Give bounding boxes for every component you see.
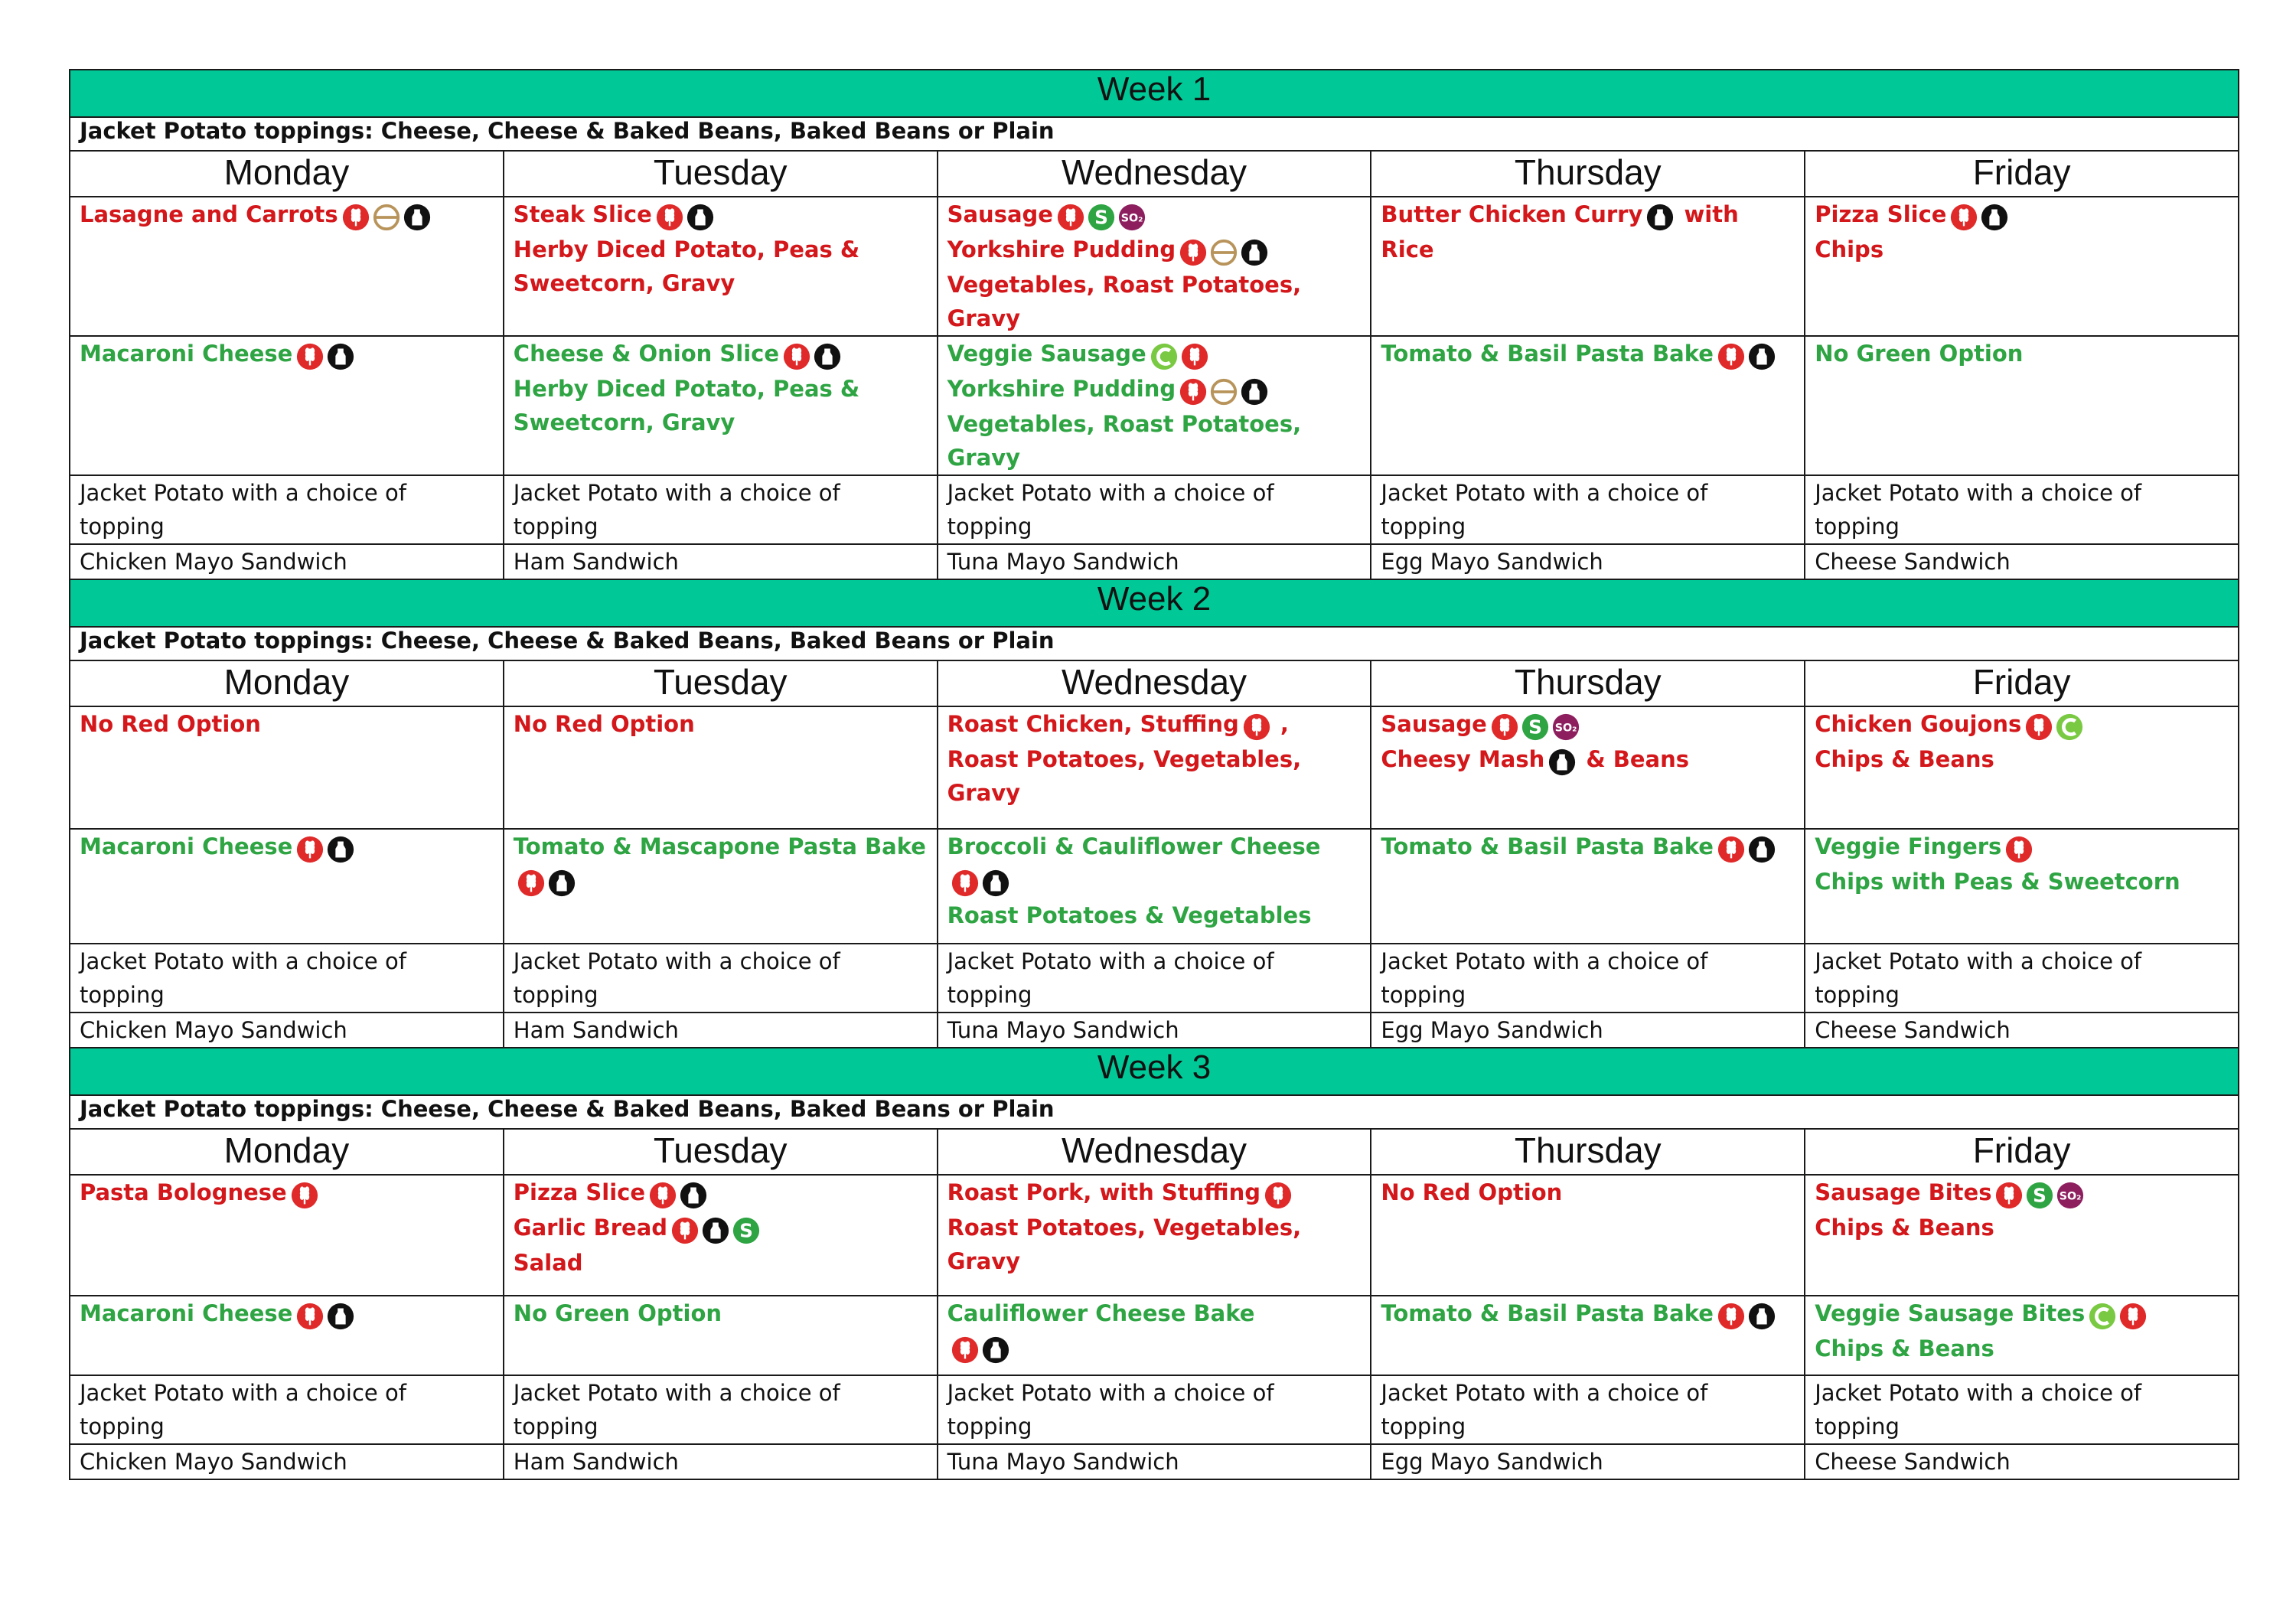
menu-item xyxy=(514,707,928,741)
dish-name: Broccoli & Cauliflower Cheese xyxy=(947,833,1321,859)
sandwich-cell: Tuna Mayo Sandwich xyxy=(938,544,1371,579)
menu-item xyxy=(1815,233,2229,266)
day-header-wednesday: Wednesday xyxy=(938,151,1371,197)
menu-item xyxy=(1815,1296,2229,1332)
toppings-row xyxy=(70,117,2239,151)
svg-text:S: S xyxy=(739,1219,753,1242)
dish-name: Tomato & Mascapone Pasta Bake xyxy=(513,833,926,859)
menu-item xyxy=(1381,742,1795,778)
sandwich-cell: Egg Mayo Sandwich xyxy=(1371,1444,1805,1479)
green-option-cell xyxy=(938,336,1371,475)
dish-name: Steak Slice xyxy=(513,201,652,227)
jacket-potato-cell: Jacket Potato with a choice of topping xyxy=(70,1375,504,1444)
wheat-icon xyxy=(2118,1302,2148,1331)
green-option-row xyxy=(70,336,2239,475)
dish-name: Roast Potatoes & Vegetables xyxy=(947,902,1312,928)
dish-name: Macaroni Cheese xyxy=(80,341,293,367)
red-option-row xyxy=(70,706,2239,829)
week-header-row xyxy=(70,70,2239,117)
menu-item xyxy=(514,233,928,300)
week-title: Week 2 xyxy=(70,579,2239,627)
wheat-icon xyxy=(1056,203,1085,232)
allergen-icons xyxy=(2088,1298,2149,1332)
sandwich-row xyxy=(70,1013,2239,1048)
dish-name: Yorkshire Pudding xyxy=(947,236,1176,263)
jacket-potato-cell: Jacket Potato with a choice of topping xyxy=(1371,475,1805,544)
day-header-tuesday: Tuesday xyxy=(504,660,938,706)
sandwich-cell: Tuna Mayo Sandwich xyxy=(938,1013,1371,1048)
allergen-icons xyxy=(1548,744,1578,778)
milk-icon xyxy=(679,1181,708,1210)
milk-icon xyxy=(813,342,842,371)
wheat-icon xyxy=(295,835,325,864)
milk-icon xyxy=(981,1335,1010,1365)
dish-name: Yorkshire Pudding xyxy=(947,376,1176,402)
milk-icon xyxy=(1548,748,1577,777)
red-option-cell xyxy=(504,706,938,829)
milk-icon xyxy=(1747,1302,1776,1331)
svg-text:SO₂: SO₂ xyxy=(1554,722,1577,735)
dish-name: Pasta Bolognese xyxy=(80,1179,287,1205)
red-option-cell xyxy=(504,1175,938,1296)
wheat-icon xyxy=(2004,835,2033,864)
allergen-icons xyxy=(1717,1298,1778,1332)
dish-suffix: & Beans xyxy=(1586,746,1690,772)
red-option-cell xyxy=(70,706,504,829)
dish-name: No Red Option xyxy=(1381,1179,1563,1205)
dish-name: Chips xyxy=(1815,236,1884,263)
celery-icon xyxy=(2088,1302,2117,1331)
milk-icon xyxy=(1645,203,1675,232)
red-option-row xyxy=(70,197,2239,336)
jacket-potato-cell: Jacket Potato with a choice of topping xyxy=(504,1375,938,1444)
day-header-tuesday: Tuesday xyxy=(504,151,938,197)
day-header-wednesday: Wednesday xyxy=(938,1129,1371,1175)
allergen-icons xyxy=(655,199,716,233)
svg-text:S: S xyxy=(2033,1184,2047,1207)
milk-icon xyxy=(326,342,355,371)
day-header-friday: Friday xyxy=(1805,151,2239,197)
wheat-icon xyxy=(951,869,980,898)
menu-item xyxy=(514,1246,928,1280)
allergen-icons xyxy=(2024,709,2086,742)
menu-item xyxy=(1815,707,2229,742)
allergen-icons xyxy=(1264,1177,1294,1211)
jacket-potato-cell: Jacket Potato with a choice of topping xyxy=(70,475,504,544)
egg-icon xyxy=(372,203,401,232)
sandwich-cell: Chicken Mayo Sandwich xyxy=(70,1444,504,1479)
red-option-cell xyxy=(1371,706,1805,829)
menu-item xyxy=(947,233,1362,268)
day-header-friday: Friday xyxy=(1805,660,2239,706)
svg-text:SO₂: SO₂ xyxy=(2060,1190,2082,1203)
green-option-cell xyxy=(1805,336,2239,475)
toppings-note: Jacket Potato toppings: Cheese, Cheese & Baked Beans, Baked Beans or Plain xyxy=(70,1095,2239,1129)
red-option-row xyxy=(70,1175,2239,1296)
menu-item xyxy=(947,1296,1362,1330)
week-title: Week 3 xyxy=(70,1048,2239,1095)
allergen-icons xyxy=(1717,831,1778,865)
menu-item xyxy=(947,1176,1362,1211)
dish-name: Chicken Goujons xyxy=(1815,711,2022,737)
green-option-cell xyxy=(1371,1296,1805,1375)
jacket-potato-cell: Jacket Potato with a choice of topping xyxy=(504,944,938,1013)
menu-item xyxy=(1381,1296,1795,1332)
menu-item xyxy=(1815,1332,2229,1365)
dish-name: Roast Chicken, Stuffing xyxy=(947,711,1239,737)
toppings-row xyxy=(70,1095,2239,1129)
soya-icon xyxy=(1521,713,1550,742)
dish-name: Vegetables, Roast Potatoes, Gravy xyxy=(947,411,1302,471)
day-header-friday: Friday xyxy=(1805,1129,2239,1175)
so2-icon xyxy=(2056,1181,2085,1210)
red-option-cell xyxy=(938,1175,1371,1296)
jacket-potato-cell: Jacket Potato with a choice of topping xyxy=(1371,944,1805,1013)
green-option-cell xyxy=(1371,336,1805,475)
menu-item xyxy=(1815,337,2229,370)
toppings-note: Jacket Potato toppings: Cheese, Cheese & Baked Beans, Baked Beans or Plain xyxy=(70,627,2239,660)
red-option-cell xyxy=(1805,706,2239,829)
lunch-menu-table xyxy=(69,69,2239,1480)
dish-name: Macaroni Cheese xyxy=(80,833,293,859)
dish-name: Roast Potatoes, Vegetables, Gravy xyxy=(947,1215,1302,1274)
wheat-icon xyxy=(1180,342,1209,371)
green-option-row xyxy=(70,829,2239,944)
menu-item xyxy=(1815,742,2229,776)
wheat-icon xyxy=(782,342,811,371)
allergen-icons xyxy=(295,831,357,865)
menu-item xyxy=(947,197,1362,233)
dish-suffix: with Rice xyxy=(1381,201,1739,263)
milk-icon xyxy=(547,869,576,898)
week-title: Week 1 xyxy=(70,70,2239,117)
milk-icon xyxy=(326,1302,355,1331)
green-option-cell xyxy=(938,1296,1371,1375)
egg-icon xyxy=(1209,377,1238,406)
sandwich-cell: Egg Mayo Sandwich xyxy=(1371,1013,1805,1048)
dish-name: No Red Option xyxy=(80,711,261,737)
milk-icon xyxy=(1240,238,1269,267)
allergen-icons xyxy=(295,338,357,372)
dish-name: No Green Option xyxy=(1815,341,2024,367)
svg-text:S: S xyxy=(1094,206,1108,229)
wheat-icon xyxy=(648,1181,677,1210)
allergen-icons xyxy=(1179,234,1270,268)
allergen-icons xyxy=(1717,338,1778,372)
wheat-icon xyxy=(2024,713,2053,742)
red-option-cell xyxy=(938,706,1371,829)
red-option-cell xyxy=(938,197,1371,336)
celery-icon xyxy=(2055,713,2084,742)
dish-name: Tomato & Basil Pasta Bake xyxy=(1381,341,1714,367)
dish-name: Chips with Peas & Sweetcorn xyxy=(1815,869,2180,895)
dish-name: Chips & Beans xyxy=(1815,746,1994,772)
sandwich-cell: Ham Sandwich xyxy=(504,544,938,579)
menu-item xyxy=(514,1176,928,1211)
sandwich-cell: Egg Mayo Sandwich xyxy=(1371,544,1805,579)
dish-name: Herby Diced Potato, Peas & Sweetcorn, Gravy xyxy=(513,236,860,296)
menu-item xyxy=(947,898,1362,932)
milk-icon xyxy=(1240,377,1269,406)
red-option-cell xyxy=(70,197,504,336)
menu-item xyxy=(1381,337,1795,372)
menu-item xyxy=(1381,197,1795,266)
menu-item xyxy=(514,337,928,372)
menu-item xyxy=(1381,830,1795,865)
soya-icon xyxy=(2025,1181,2054,1210)
menu-body xyxy=(70,70,2239,1479)
dish-name: Sausage xyxy=(1381,711,1487,737)
wheat-icon xyxy=(517,869,546,898)
dish-name: Pizza Slice xyxy=(513,1179,646,1205)
menu-item xyxy=(1815,830,2229,865)
green-option-row xyxy=(70,1296,2239,1375)
jacket-potato-cell: Jacket Potato with a choice of topping xyxy=(1371,1375,1805,1444)
menu-item xyxy=(947,830,1362,898)
menu-item xyxy=(80,1176,494,1211)
allergen-icons xyxy=(1056,199,1148,233)
menu-item xyxy=(514,863,928,898)
sandwich-cell: Chicken Mayo Sandwich xyxy=(70,544,504,579)
wheat-icon xyxy=(1994,1181,2024,1210)
day-header-thursday: Thursday xyxy=(1371,151,1805,197)
day-header-row xyxy=(70,151,2239,197)
jacket-potato-cell: Jacket Potato with a choice of topping xyxy=(1805,944,2239,1013)
green-option-cell xyxy=(938,829,1371,944)
day-header-thursday: Thursday xyxy=(1371,1129,1805,1175)
dish-name: Veggie Sausage Bites xyxy=(1815,1300,2086,1326)
allergen-icons xyxy=(670,1212,762,1246)
jacket-potato-row xyxy=(70,944,2239,1013)
menu-item xyxy=(514,1296,928,1330)
dish-name: No Green Option xyxy=(513,1300,722,1326)
dish-suffix: , Roast Potatoes, Vegetables, Gravy xyxy=(947,711,1302,806)
wheat-icon xyxy=(1490,713,1519,742)
dish-name: Vegetables, Roast Potatoes, Gravy xyxy=(947,272,1302,331)
toppings-note: Jacket Potato toppings: Cheese, Cheese & Baked Beans, Baked Beans or Plain xyxy=(70,117,2239,151)
green-option-cell xyxy=(1805,829,2239,944)
menu-item xyxy=(1381,707,1795,742)
green-option-cell xyxy=(504,829,938,944)
sandwich-cell: Cheese Sandwich xyxy=(1805,1013,2239,1048)
menu-item xyxy=(80,707,494,741)
egg-icon xyxy=(1209,238,1238,267)
sandwich-cell: Cheese Sandwich xyxy=(1805,544,2239,579)
allergen-icons xyxy=(1994,1177,2086,1211)
dish-name: Sausage xyxy=(947,201,1053,227)
dish-name: Macaroni Cheese xyxy=(80,1300,293,1326)
day-header-tuesday: Tuesday xyxy=(504,1129,938,1175)
allergen-icons xyxy=(295,1298,357,1332)
dish-name: Herby Diced Potato, Peas & Sweetcorn, Gravy xyxy=(513,376,860,435)
red-option-cell xyxy=(1371,1175,1805,1296)
wheat-icon xyxy=(341,203,370,232)
wheat-icon xyxy=(655,203,684,232)
so2-icon xyxy=(1551,713,1580,742)
week-header-row xyxy=(70,579,2239,627)
menu-item xyxy=(947,407,1362,474)
jacket-potato-cell: Jacket Potato with a choice of topping xyxy=(938,475,1371,544)
green-option-cell xyxy=(1371,829,1805,944)
menu-item xyxy=(947,337,1362,372)
sandwich-cell: Ham Sandwich xyxy=(504,1013,938,1048)
red-option-cell xyxy=(70,1175,504,1296)
dish-name: Veggie Fingers xyxy=(1815,833,2002,859)
menu-item xyxy=(80,197,494,233)
dish-name: Roast Pork, with Stuffing xyxy=(947,1179,1261,1205)
jacket-potato-cell: Jacket Potato with a choice of topping xyxy=(70,944,504,1013)
allergen-icons xyxy=(1949,199,2011,233)
menu-item xyxy=(1815,865,2229,898)
green-option-cell xyxy=(504,1296,938,1375)
sandwich-row xyxy=(70,1444,2239,1479)
celery-icon xyxy=(1150,342,1179,371)
allergen-icons xyxy=(1179,373,1270,407)
jacket-potato-cell: Jacket Potato with a choice of topping xyxy=(938,1375,1371,1444)
allergen-icons xyxy=(341,199,433,233)
dish-name: Tomato & Basil Pasta Bake xyxy=(1381,833,1714,859)
green-option-cell xyxy=(70,336,504,475)
jacket-potato-cell: Jacket Potato with a choice of topping xyxy=(504,475,938,544)
wheat-icon xyxy=(1179,238,1208,267)
allergen-icons xyxy=(1150,338,1211,372)
week-header-row xyxy=(70,1048,2239,1095)
menu-item xyxy=(947,372,1362,407)
toppings-row xyxy=(70,627,2239,660)
allergen-icons xyxy=(951,865,1012,898)
wheat-icon xyxy=(670,1216,700,1245)
dish-name: Cheesy Mash xyxy=(1381,746,1545,772)
wheat-icon xyxy=(1949,203,1978,232)
menu-item xyxy=(80,1296,494,1332)
milk-icon xyxy=(1747,835,1776,864)
svg-text:SO₂: SO₂ xyxy=(1120,212,1143,225)
menu-item xyxy=(947,707,1362,810)
sandwich-cell: Tuna Mayo Sandwich xyxy=(938,1444,1371,1479)
sandwich-cell: Ham Sandwich xyxy=(504,1444,938,1479)
menu-item xyxy=(514,1211,928,1246)
jacket-potato-cell: Jacket Potato with a choice of topping xyxy=(1805,1375,2239,1444)
red-option-cell xyxy=(1805,1175,2239,1296)
day-header-monday: Monday xyxy=(70,660,504,706)
menu-item xyxy=(1815,197,2229,233)
jacket-potato-row xyxy=(70,475,2239,544)
wheat-icon xyxy=(1717,342,1746,371)
wheat-icon xyxy=(1717,1302,1746,1331)
milk-icon xyxy=(1747,342,1776,371)
jacket-potato-cell: Jacket Potato with a choice of topping xyxy=(938,944,1371,1013)
dish-name: Cheese & Onion Slice xyxy=(513,341,780,367)
wheat-icon xyxy=(295,342,325,371)
dish-name: Cauliflower Cheese Bake xyxy=(947,1300,1255,1326)
wheat-icon xyxy=(1242,713,1271,742)
allergen-icons xyxy=(1242,709,1273,742)
menu-item xyxy=(80,830,494,865)
dish-name: Tomato & Basil Pasta Bake xyxy=(1381,1300,1714,1326)
day-header-row xyxy=(70,1129,2239,1175)
wheat-icon xyxy=(1717,835,1746,864)
jacket-potato-row xyxy=(70,1375,2239,1444)
so2-icon xyxy=(1117,203,1146,232)
milk-icon xyxy=(686,203,715,232)
allergen-icons xyxy=(1645,199,1676,233)
day-header-row xyxy=(70,660,2239,706)
soya-icon xyxy=(1087,203,1116,232)
allergen-icons xyxy=(1490,709,1582,742)
menu-item xyxy=(1815,1211,2229,1244)
allergen-icons xyxy=(2004,831,2035,865)
milk-icon xyxy=(403,203,432,232)
green-option-cell xyxy=(70,1296,504,1375)
red-option-cell xyxy=(1371,197,1805,336)
allergen-icons xyxy=(517,865,578,898)
milk-icon xyxy=(1980,203,2009,232)
day-header-thursday: Thursday xyxy=(1371,660,1805,706)
menu-item xyxy=(947,1330,1362,1365)
green-option-cell xyxy=(1805,1296,2239,1375)
allergen-icons xyxy=(290,1177,321,1211)
dish-name: Chips & Beans xyxy=(1815,1335,1994,1361)
dish-name: Sausage Bites xyxy=(1815,1179,1992,1205)
day-header-monday: Monday xyxy=(70,1129,504,1175)
dish-name: Veggie Sausage xyxy=(947,341,1146,367)
dish-name: Chips & Beans xyxy=(1815,1215,1994,1241)
sandwich-cell: Cheese Sandwich xyxy=(1805,1444,2239,1479)
milk-icon xyxy=(326,835,355,864)
menu-item xyxy=(1381,1176,1795,1209)
svg-text:S: S xyxy=(1528,716,1542,739)
menu-item xyxy=(80,337,494,372)
menu-item xyxy=(514,197,928,233)
red-option-cell xyxy=(1805,197,2239,336)
wheat-icon xyxy=(1264,1181,1293,1210)
menu-item xyxy=(514,372,928,439)
wheat-icon xyxy=(951,1335,980,1365)
dish-name: Salad xyxy=(513,1250,583,1276)
allergen-icons xyxy=(951,1332,1012,1365)
soya-icon xyxy=(732,1216,761,1245)
day-header-wednesday: Wednesday xyxy=(938,660,1371,706)
red-option-cell xyxy=(504,197,938,336)
jacket-potato-cell: Jacket Potato with a choice of topping xyxy=(1805,475,2239,544)
green-option-cell xyxy=(504,336,938,475)
menu-item xyxy=(1815,1176,2229,1211)
dish-name: No Red Option xyxy=(513,711,695,737)
dish-name: Lasagne and Carrots xyxy=(80,201,338,227)
dish-name: Garlic Bread xyxy=(513,1215,668,1241)
green-option-cell xyxy=(70,829,504,944)
wheat-icon xyxy=(1179,377,1208,406)
allergen-icons xyxy=(648,1177,709,1211)
sandwich-cell: Chicken Mayo Sandwich xyxy=(70,1013,504,1048)
dish-name: Pizza Slice xyxy=(1815,201,1947,227)
day-header-monday: Monday xyxy=(70,151,504,197)
allergen-icons xyxy=(782,338,843,372)
menu-item xyxy=(514,830,928,863)
menu-item xyxy=(947,1211,1362,1278)
menu-item xyxy=(947,268,1362,335)
wheat-icon xyxy=(290,1181,319,1210)
milk-icon xyxy=(981,869,1010,898)
milk-icon xyxy=(701,1216,730,1245)
sandwich-row xyxy=(70,544,2239,579)
dish-name: Butter Chicken Curry xyxy=(1381,201,1643,227)
wheat-icon xyxy=(295,1302,325,1331)
